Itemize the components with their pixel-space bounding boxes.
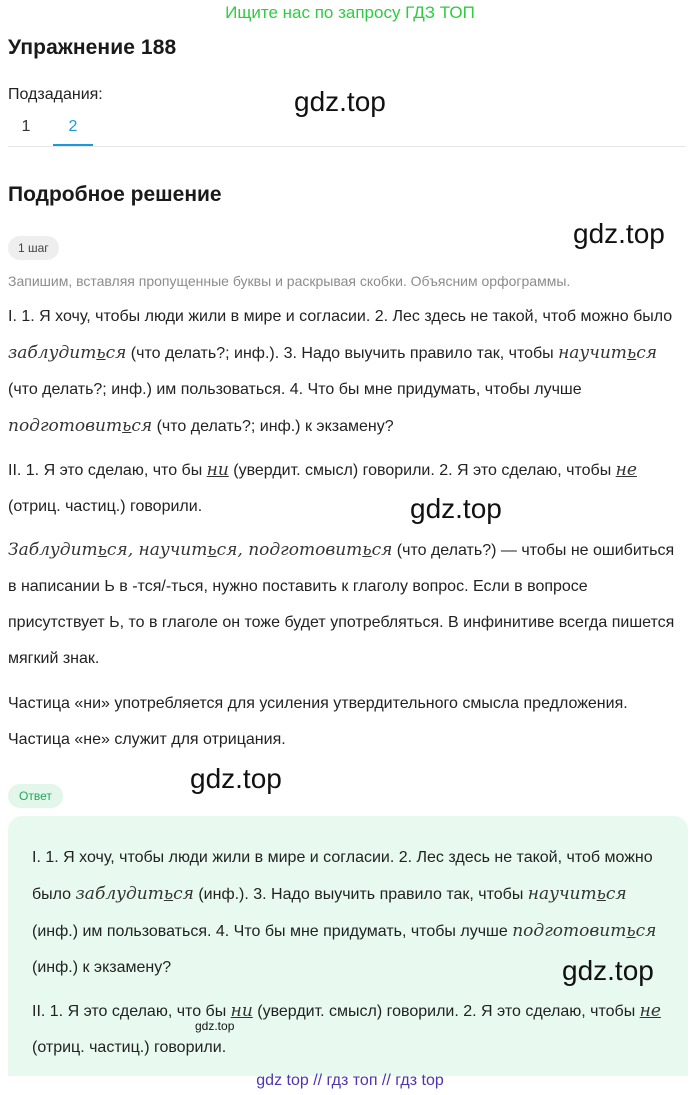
handwritten-word: заблудиться xyxy=(75,884,194,904)
solution-paragraph-4: Частица «ни» употребляется для усиления утвердительного смысла предложения. Частица «не» служит для отрицания. xyxy=(8,695,628,748)
tab-subtask-1[interactable]: 1 xyxy=(21,118,31,135)
answer-badge: Ответ xyxy=(8,784,63,808)
handwritten-word: Заблудиться xyxy=(8,540,128,560)
handwritten-word: заблудиться xyxy=(8,343,127,363)
handwritten-word: ни xyxy=(230,1001,253,1021)
handwritten-word: не xyxy=(639,1001,661,1021)
top-banner[interactable]: Ищите нас по запросу ГДЗ ТОП xyxy=(225,3,475,22)
watermark: gdz.top xyxy=(294,86,386,117)
handwritten-word: не xyxy=(615,460,637,480)
solution-paragraph-2: II. 1. Я это сделаю, что бы ни (увердит. смысл) говорили. 2. Я это сделаю, чтобы не (отриц. частиц.) говорили. xyxy=(8,460,637,515)
handwritten-word: научиться xyxy=(558,343,657,363)
bottom-watermark: gdz top // гдз топ // гдз top xyxy=(256,1072,444,1089)
handwritten-word: научиться xyxy=(527,884,627,904)
watermark: gdz.top xyxy=(562,955,654,986)
answer-paragraph-2: II. 1. Я это сделаю, что бы ни (увердит. смысл) говорили. 2. Я это сделаю, чтобы не (отриц. частиц.) говорили. xyxy=(32,1001,661,1056)
watermark: gdz.top xyxy=(573,218,665,249)
watermark-small: gdz.top xyxy=(195,1019,235,1033)
watermark: gdz.top xyxy=(410,493,502,524)
subtasks-label: Подзадания: xyxy=(8,86,103,103)
step-badge: 1 шаг xyxy=(8,236,59,260)
page-title: Упражнение 188 xyxy=(8,36,177,59)
tabs-divider xyxy=(8,146,686,147)
handwritten-word: подготовиться xyxy=(248,540,393,560)
solution-paragraph-1: I. 1. Я хочу, чтобы люди жили в мире и согласии. 2. Лес здесь не такой, чтоб можно было заблудиться (что делать?; инф.). 3. Надо выучить правило так, чтобы научиться (что делать?; инф.) им пользоваться. 4. Что бы мне придумать, чтобы лучше подготовиться (что делать?; инф.) к экзамену? xyxy=(8,308,673,436)
section-title: Подробное решение xyxy=(8,183,222,206)
answer-paragraph-1: I. 1. Я хочу, чтобы люди жили в мире и согласии. 2. Лес здесь не такой, чтоб можно было заблудиться (инф.). 3. Надо выучить правило так, чтобы научиться (инф.) им пользоваться. 4. Что бы мне придумать, чтобы лучше подготовиться (инф.) к экзамену? xyxy=(32,849,657,976)
handwritten-word: подготовиться xyxy=(8,416,153,436)
tab-subtask-2[interactable]: 2 xyxy=(68,118,78,135)
handwritten-word: научиться xyxy=(138,540,238,560)
watermark: gdz.top xyxy=(190,763,282,794)
intro-text: Запишим, вставляя пропущенные буквы и раскрывая скобки. Объясним орфограммы. xyxy=(8,273,571,289)
handwritten-word: подготовиться xyxy=(512,921,657,941)
handwritten-word: ни xyxy=(206,460,229,480)
solution-paragraph-3: Заблудиться, научиться, подготовиться (что делать?) — чтобы не ошибиться в написании Ь в -тся/-ться, нужно поставить к глаголу вопрос. Если в вопросе присутствует Ь, то в глаголе он тоже будет употребляться. В инфинитиве всегда пишется мягкий знак. xyxy=(8,540,675,667)
